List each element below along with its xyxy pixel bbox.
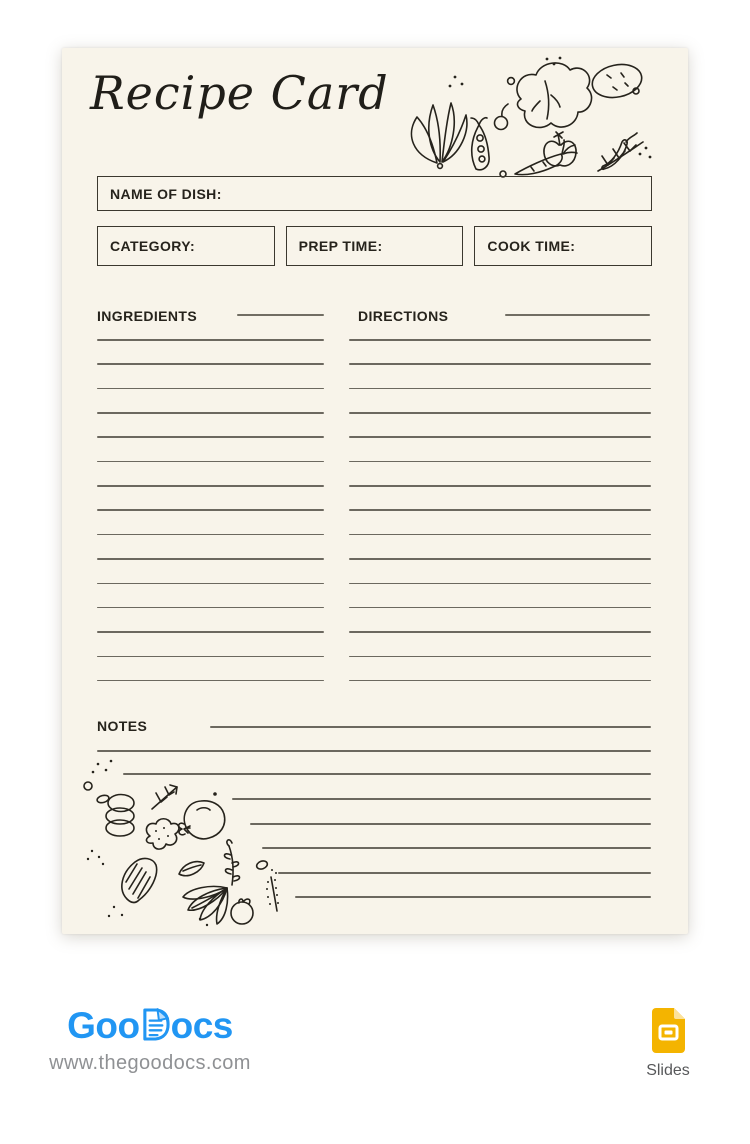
ruled-line bbox=[97, 583, 324, 585]
cook-time-label: COOK TIME: bbox=[487, 238, 576, 254]
card-title: Recipe Card bbox=[90, 66, 389, 120]
ruled-line bbox=[349, 558, 651, 560]
prep-time-label: PREP TIME: bbox=[298, 238, 383, 254]
ruled-line bbox=[97, 558, 324, 560]
slides-label: Slides bbox=[646, 1062, 690, 1079]
goodocs-text-right: ocs bbox=[170, 1005, 233, 1046]
ruled-line bbox=[349, 656, 651, 658]
meta-fields-row bbox=[97, 226, 652, 266]
ruled-line bbox=[349, 436, 651, 438]
ruled-line bbox=[349, 583, 651, 585]
ruled-line bbox=[97, 363, 324, 365]
potato-icon bbox=[589, 60, 645, 102]
goodocs-url[interactable]: www.thegoodocs.com bbox=[49, 1052, 251, 1074]
slides-icon bbox=[652, 1008, 685, 1053]
google-slides-link[interactable] bbox=[630, 1008, 706, 1080]
notes-line bbox=[123, 773, 651, 775]
ruled-line bbox=[349, 485, 651, 487]
apple-icon bbox=[544, 132, 576, 166]
lettuce-icon bbox=[411, 103, 466, 168]
ruled-line bbox=[97, 412, 324, 414]
ruled-line bbox=[349, 412, 651, 414]
vegetable-doodles-icon bbox=[393, 55, 663, 180]
leaf-icon bbox=[179, 862, 204, 876]
ruled-line bbox=[97, 485, 324, 487]
recipe-card bbox=[62, 48, 688, 934]
ruled-line bbox=[349, 461, 651, 463]
herb-arrow-icon bbox=[152, 785, 177, 809]
ruled-line bbox=[349, 534, 651, 536]
ruled-line bbox=[97, 656, 324, 658]
directions-heading-line bbox=[505, 314, 650, 316]
small-apple-icon bbox=[231, 899, 253, 924]
ruled-line bbox=[97, 631, 324, 633]
ruled-line bbox=[97, 436, 324, 438]
ruled-line bbox=[349, 339, 651, 341]
bread-loaf-icon bbox=[122, 858, 157, 902]
ruled-line bbox=[97, 461, 324, 463]
category-field[interactable] bbox=[97, 226, 275, 266]
notes-line bbox=[250, 823, 651, 825]
ruled-line bbox=[97, 339, 324, 341]
notes-line bbox=[295, 896, 651, 898]
cook-time-field[interactable] bbox=[474, 226, 652, 266]
notes-line bbox=[262, 847, 651, 849]
prep-time-field[interactable] bbox=[286, 226, 464, 266]
ruled-line bbox=[349, 631, 651, 633]
ruled-line bbox=[349, 388, 651, 390]
apple-doodle-icon bbox=[179, 801, 225, 839]
name-of-dish-field[interactable] bbox=[97, 176, 652, 211]
goodocs-text-left: Goo bbox=[67, 1005, 140, 1046]
leafy-sprig-icon bbox=[224, 840, 239, 885]
goodocs-logo-text bbox=[40, 1006, 260, 1045]
cabbage-icon bbox=[517, 63, 592, 128]
notes-line bbox=[232, 798, 651, 800]
food-doodles-icon bbox=[80, 758, 310, 930]
ruled-line bbox=[97, 680, 324, 682]
doc-page-icon bbox=[141, 1006, 170, 1043]
notes-heading: NOTES bbox=[97, 718, 148, 734]
olive-icon bbox=[256, 860, 269, 871]
ruled-line bbox=[349, 363, 651, 365]
seed-stalk-icon bbox=[266, 869, 279, 911]
directions-heading: DIRECTIONS bbox=[358, 308, 449, 324]
ingredients-heading: INGREDIENTS bbox=[97, 308, 198, 324]
notes-line bbox=[278, 872, 651, 874]
category-label: CATEGORY: bbox=[110, 238, 196, 254]
ruled-line bbox=[97, 607, 324, 609]
ruled-line bbox=[349, 607, 651, 609]
ruled-line bbox=[349, 680, 651, 682]
ruled-line bbox=[349, 509, 651, 511]
ingredients-heading-line bbox=[237, 314, 324, 316]
radish-leaves-icon bbox=[183, 886, 228, 924]
ruled-line bbox=[97, 388, 324, 390]
ginger-root-icon bbox=[146, 819, 178, 849]
notes-line bbox=[210, 726, 651, 728]
cherry-icon bbox=[495, 104, 509, 130]
goodocs-logo[interactable] bbox=[40, 1006, 260, 1075]
ruled-line bbox=[97, 534, 324, 536]
ruled-line bbox=[97, 509, 324, 511]
name-of-dish-label: NAME OF DISH: bbox=[110, 185, 222, 202]
notes-line bbox=[97, 750, 651, 752]
pea-pod-icon bbox=[471, 118, 489, 170]
stacked-pots-icon bbox=[96, 794, 134, 836]
